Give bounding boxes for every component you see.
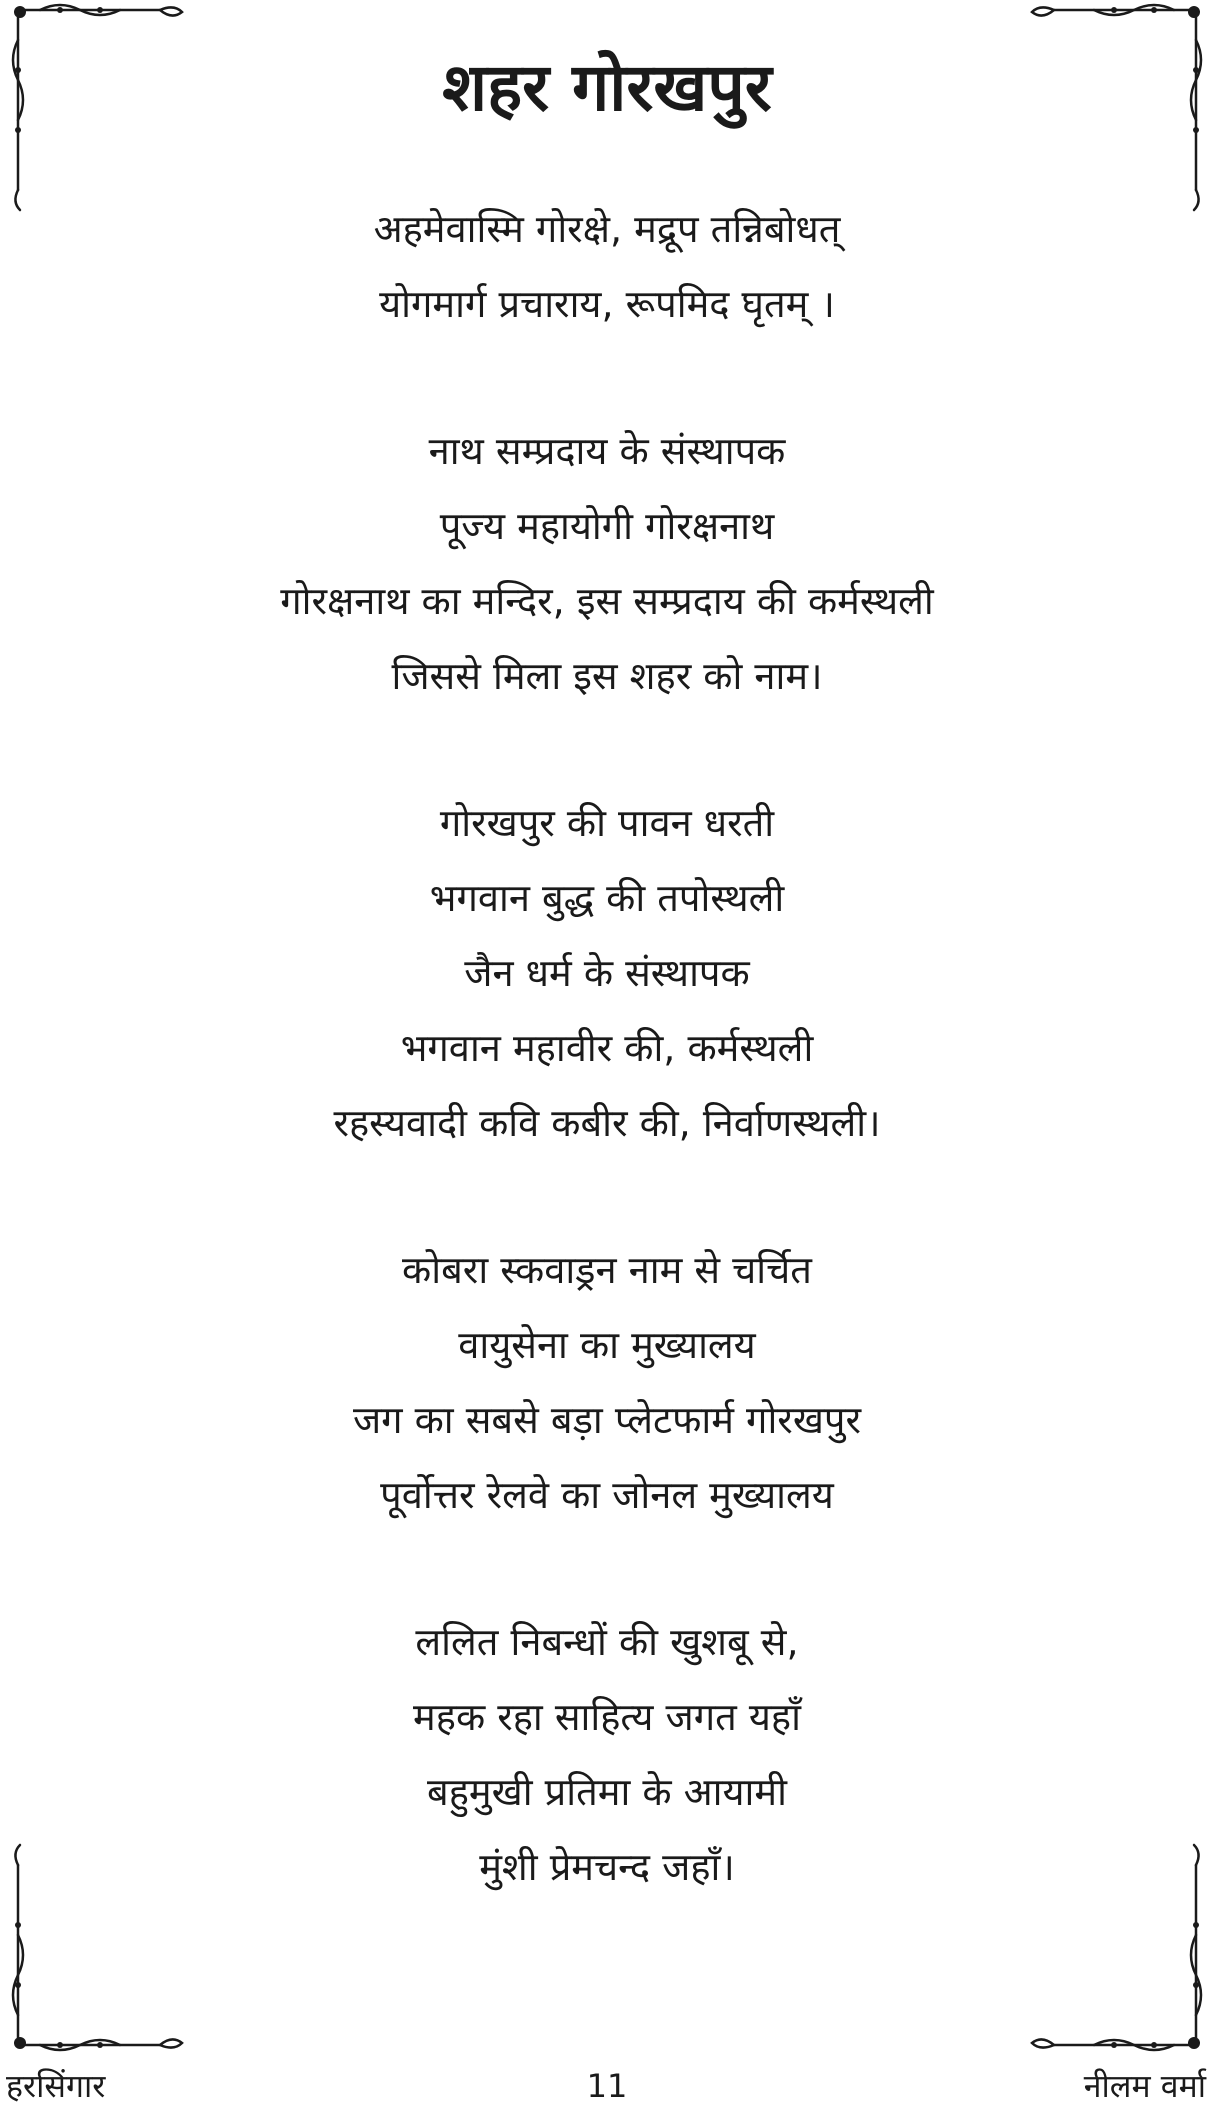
poem-line: भगवान बुद्ध की तपोस्थली <box>429 876 785 920</box>
stanza-3 <box>0 786 1214 1161</box>
stanza-5 <box>0 1605 1214 1905</box>
poem-line: योगमार्ग प्रचाराय, रूपमिद घृतम् । <box>379 282 835 326</box>
poem-title: शहर गोरखपुर <box>442 49 772 126</box>
poem-line: रहस्यवादी कवि कबीर की, निर्वाणस्थली। <box>333 1101 881 1145</box>
poem-line: गोरक्षनाथ का मन्दिर, इस सम्प्रदाय की कर्मस्थली <box>280 579 934 623</box>
poem-line: कोबरा स्कवाड्रन नाम से चर्चित <box>402 1248 812 1292</box>
stanza-2 <box>0 414 1214 714</box>
poem-line: बहुमुखी प्रतिमा के आयामी <box>427 1770 787 1814</box>
poem-line: भगवान महावीर की, कर्मस्थली <box>400 1026 814 1070</box>
poem-line: जैन धर्म के संस्थापक <box>464 951 750 995</box>
poem-line: जग का सबसे बड़ा प्लेटफार्म गोरखपुर <box>352 1398 862 1442</box>
poem-line: पूर्वोत्तर रेलवे का जोनल मुख्यालय <box>380 1473 834 1517</box>
stanza-1 <box>0 192 1214 342</box>
poem-line: नाथ सम्प्रदाय के संस्थापक <box>428 429 786 473</box>
poem-line: अहमेवास्मि गोरक्षे, मद्रूप तन्निबोधत् <box>373 207 841 251</box>
poem-body <box>0 192 1214 1977</box>
poem-line: ललित निबन्धों की खुशबू से, <box>415 1620 799 1664</box>
poem-line: महक रहा साहित्य जगत यहाँ <box>413 1695 801 1739</box>
poem-line: गोरखपुर की पावन धरती <box>439 801 775 845</box>
poem-line: मुंशी प्रेमचन्द जहाँ। <box>479 1845 735 1889</box>
author-name: नीलम वर्मा <box>1083 2067 1206 2105</box>
page-number: 11 <box>586 2067 628 2105</box>
book-title: हरसिंगार <box>6 2067 106 2105</box>
poem-line: जिससे मिला इस शहर को नाम। <box>391 654 823 698</box>
page-footer <box>0 2062 1214 2112</box>
poem-line: पूज्य महायोगी गोरक्षनाथ <box>439 504 775 548</box>
stanza-4 <box>0 1233 1214 1533</box>
poem-line: वायुसेना का मुख्यालय <box>458 1323 756 1367</box>
